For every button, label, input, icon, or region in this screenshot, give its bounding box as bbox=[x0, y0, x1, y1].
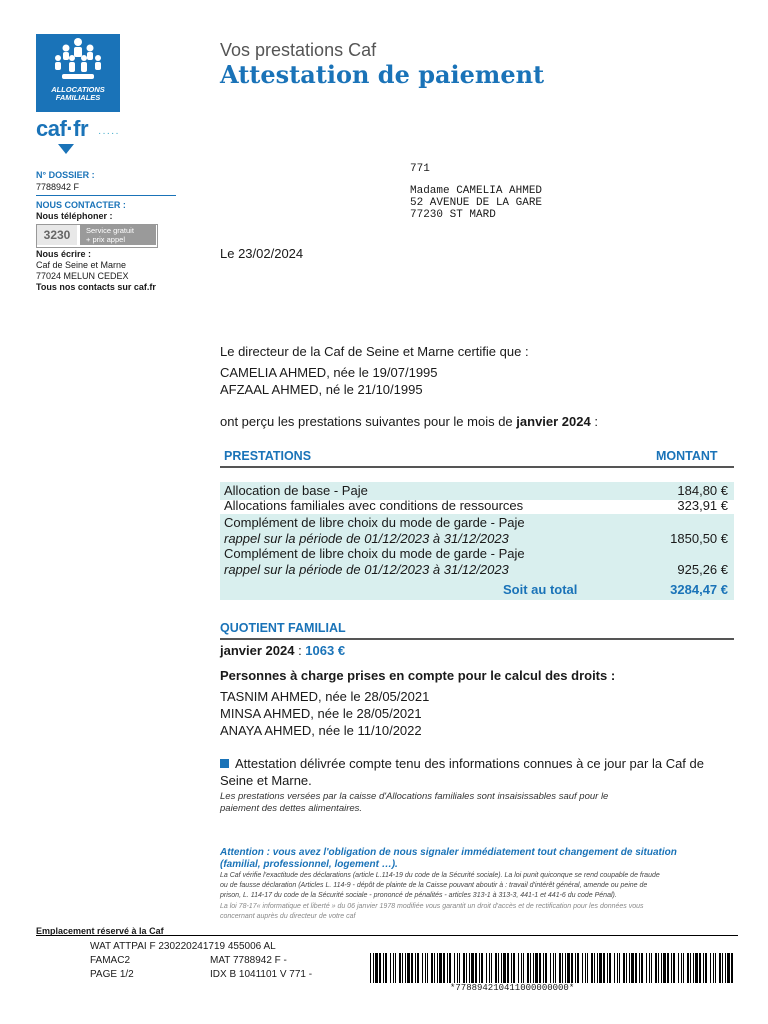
caf-fr-dots: ····· bbox=[98, 128, 120, 139]
barcode-bar bbox=[567, 953, 570, 983]
barcode-bar bbox=[385, 953, 387, 983]
barcode-bar bbox=[577, 953, 579, 983]
logo-caption-line2: FAMILIALES bbox=[55, 93, 101, 102]
barcode-bar bbox=[395, 953, 396, 983]
dossier-label: N° DOSSIER : bbox=[36, 170, 95, 180]
barcode-bar bbox=[639, 953, 640, 983]
column-prestations: PRESTATIONS bbox=[224, 449, 312, 463]
barcode-bar bbox=[415, 953, 416, 983]
barcode-bar bbox=[503, 953, 506, 983]
barcode-bar bbox=[513, 953, 515, 983]
barcode-bar bbox=[591, 953, 593, 983]
dependents-title: Personnes à charge prises en compte pour le calcul des droits : bbox=[220, 668, 616, 683]
received-prefix: ont perçu les prestations suivantes pour le mois de bbox=[220, 414, 517, 429]
column-montant: MONTANT bbox=[656, 449, 718, 463]
barcode-bar bbox=[439, 953, 442, 983]
barcode-bar bbox=[443, 953, 445, 983]
barcode-bar bbox=[609, 953, 611, 983]
barcode-bar bbox=[575, 953, 576, 983]
dependent-1: TASNIM AHMED, née le 28/05/2021 bbox=[220, 689, 430, 704]
barcode-bar bbox=[486, 953, 487, 983]
barcode-bar bbox=[582, 953, 583, 983]
barcode-bar bbox=[713, 953, 714, 983]
barcode-bar bbox=[658, 953, 659, 983]
barcode-bar bbox=[681, 953, 682, 983]
contacts-link[interactable]: Tous nos contacts sur caf.fr bbox=[36, 282, 156, 292]
legal-line3: prison, L. 114-17 du code de la Sécurité sociale - prononcé de pénalités - articles 313-1 à 313-3, 441-1 et 441-6 du code Pénal). bbox=[220, 892, 617, 899]
reserved-label: Emplacement réservé à la Caf bbox=[36, 926, 164, 936]
barcode-bar bbox=[667, 953, 669, 983]
barcode-bar bbox=[607, 953, 608, 983]
barcode-bar bbox=[495, 953, 497, 983]
barcode-bar bbox=[587, 953, 588, 983]
barcode-bar bbox=[655, 953, 657, 983]
barcode-bar bbox=[663, 953, 666, 983]
barcode-bar bbox=[507, 953, 509, 983]
barcode-bar bbox=[559, 953, 561, 983]
header-subtitle: Vos prestations Caf bbox=[220, 40, 377, 60]
received-statement bbox=[220, 414, 598, 429]
barcode-bar bbox=[585, 953, 586, 983]
barcode-bar bbox=[646, 953, 647, 983]
barcode-bar bbox=[695, 953, 698, 983]
square-bullet-icon bbox=[220, 759, 229, 768]
barcode-bar bbox=[623, 953, 625, 983]
caf-fr-logo: caf·fr bbox=[36, 116, 89, 141]
barcode-bar bbox=[631, 953, 634, 983]
barcode-bar bbox=[447, 953, 448, 983]
phone-label: Nous téléphoner : bbox=[36, 211, 113, 221]
attention-line1: Attention : vous avez l'obligation de nous signaler immédiatement tout changement de situation bbox=[220, 847, 677, 858]
family-figures-icon bbox=[36, 34, 120, 86]
row-label: Allocation de base - Paje bbox=[224, 483, 368, 498]
barcode-bar bbox=[673, 953, 675, 983]
barcode-bar bbox=[705, 953, 707, 983]
row-sub: rappel sur la période de 01/12/2023 à 31/12/2023 bbox=[224, 562, 509, 577]
row-amount: 323,91 € bbox=[677, 498, 728, 513]
barcode-bar bbox=[491, 953, 492, 983]
dependent-3: ANAYA AHMED, née le 11/10/2022 bbox=[220, 723, 422, 738]
barcode-bar bbox=[731, 953, 733, 983]
barcode-bar bbox=[539, 953, 541, 983]
table-row bbox=[220, 548, 734, 580]
barcode-bar bbox=[678, 953, 679, 983]
barcode-bar bbox=[617, 953, 618, 983]
barcode-bar bbox=[699, 953, 701, 983]
recipient-street: 52 AVENUE DE LA GARE bbox=[410, 197, 543, 209]
total-value: 3284,47 € bbox=[670, 582, 728, 597]
row-label: Complément de libre choix du mode de garde - Paje bbox=[224, 546, 525, 561]
barcode-bar bbox=[425, 953, 426, 983]
barcode-bar bbox=[599, 953, 602, 983]
total-label: Soit au total bbox=[503, 582, 578, 597]
dependent-2: MINSA AHMED, née le 28/05/2021 bbox=[220, 706, 422, 721]
barcode-bar bbox=[379, 953, 381, 983]
write-address-line1: Caf de Seine et Marne bbox=[36, 260, 127, 270]
barcode-bar bbox=[454, 953, 455, 983]
barcode-bar bbox=[550, 953, 551, 983]
barcode-bar bbox=[457, 953, 458, 983]
received-suffix: : bbox=[590, 414, 598, 429]
barcode-bar bbox=[390, 953, 391, 983]
barcode-bar bbox=[399, 953, 401, 983]
barcode-bar bbox=[434, 953, 435, 983]
barcode-bar bbox=[715, 953, 716, 983]
legal-line4: La loi 78-17« informatique et liberté » du 06 janvier 1978 modifiée vous garantit un droit d'accès et de rectification pour les données vous bbox=[220, 903, 644, 910]
barcode-bar bbox=[553, 953, 554, 983]
barcode-bar bbox=[671, 953, 672, 983]
barcode-bar bbox=[407, 953, 410, 983]
attestation-line1: Attestation délivrée compte tenu des informations connues à ce jour par la Caf de bbox=[235, 756, 704, 771]
quotient-title: QUOTIENT FAMILIAL bbox=[220, 621, 346, 635]
barcode-bar bbox=[565, 953, 566, 983]
barcode-bar bbox=[475, 953, 477, 983]
barcode-bar bbox=[629, 953, 630, 983]
barcode-bar bbox=[373, 953, 374, 983]
write-label: Nous écrire : bbox=[36, 249, 92, 259]
barcode-bar bbox=[710, 953, 711, 983]
barcode-bar bbox=[459, 953, 460, 983]
barcode-bar bbox=[481, 953, 483, 983]
barcode-bar bbox=[383, 953, 384, 983]
barcode-bar bbox=[651, 953, 652, 983]
barcode-bar bbox=[501, 953, 502, 983]
barcode-bar bbox=[489, 953, 490, 983]
barcode-bar bbox=[471, 953, 474, 983]
contact-label: NOUS CONTACTER : bbox=[36, 200, 126, 210]
insaisissable-line1: Les prestations versées par la caisse d'Allocations familiales sont insaisissables sauf pour le bbox=[220, 791, 609, 802]
barcode-bar bbox=[619, 953, 620, 983]
quotient-separator: : bbox=[294, 643, 306, 658]
footer-line1: WAT ATTPAI F 230220241719 455006 AL bbox=[90, 941, 276, 952]
barcode-bar bbox=[690, 953, 691, 983]
barcode-bar bbox=[603, 953, 605, 983]
dossier-number: 7788942 F bbox=[36, 182, 80, 192]
quotient-rule bbox=[220, 638, 734, 640]
barcode-bar bbox=[463, 953, 465, 983]
footer-line3-right: IDX B 1041101 V 771 - bbox=[210, 969, 313, 980]
barcode-bar bbox=[479, 953, 480, 983]
legal-line5: concernant auprès du directeur de votre caf bbox=[220, 913, 356, 920]
barcode-bar bbox=[535, 953, 538, 983]
page-title: Attestation de paiement bbox=[220, 60, 545, 89]
recipient-name: Madame CAMELIA AHMED bbox=[410, 185, 543, 197]
quotient-value: 1063 € bbox=[305, 643, 346, 658]
barcode-bar bbox=[555, 953, 556, 983]
beneficiary-1: CAMELIA AHMED, née le 19/07/1995 bbox=[220, 365, 438, 380]
barcode-bar bbox=[402, 953, 403, 983]
table-row bbox=[220, 514, 734, 548]
barcode-bar bbox=[649, 953, 650, 983]
barcode-bar bbox=[571, 953, 573, 983]
barcode-bar bbox=[498, 953, 499, 983]
barcode-bar bbox=[683, 953, 684, 983]
row-label: Allocations familiales avec conditions de ressources bbox=[224, 498, 524, 513]
attention-line2: (familial, professionnel, logement …). bbox=[220, 859, 398, 870]
barcode-bar bbox=[545, 953, 547, 983]
barcode-bar bbox=[626, 953, 627, 983]
barcode-bar bbox=[597, 953, 598, 983]
phone-tag-line2: + prix appel bbox=[86, 235, 125, 244]
barcode-bar bbox=[530, 953, 531, 983]
beneficiary-2: AFZAAL AHMED, né le 21/10/1995 bbox=[220, 382, 423, 397]
phone-number[interactable]: 3230 bbox=[37, 225, 77, 245]
write-address-line2: 77024 MELUN CEDEX bbox=[36, 271, 129, 281]
quotient-line bbox=[220, 643, 345, 658]
legal-line1: La Caf vérifie l'exactitude des déclarations (article L.114-19 du code de la Sécurité sociale). La loi punit quiconque se rend coupable de fraude bbox=[220, 872, 660, 879]
logo-notch bbox=[58, 144, 74, 154]
barcode-bar bbox=[393, 953, 394, 983]
row-sub: rappel sur la période de 01/12/2023 à 31/12/2023 bbox=[224, 531, 509, 546]
barcode-bar bbox=[375, 953, 378, 983]
barcode-text: *778894210411000000000* bbox=[450, 983, 575, 993]
table-total-row bbox=[220, 580, 734, 600]
phone-tag-line1: Service gratuit bbox=[86, 226, 134, 235]
barcode-bar bbox=[411, 953, 413, 983]
barcode-bar bbox=[727, 953, 730, 983]
barcode-bar bbox=[437, 953, 438, 983]
barcode-bar bbox=[431, 953, 433, 983]
row-amount: 1850,50 € bbox=[670, 531, 728, 546]
barcode-bar bbox=[422, 953, 423, 983]
barcode-bar bbox=[543, 953, 544, 983]
barcode-bar bbox=[719, 953, 721, 983]
table-row bbox=[220, 498, 734, 514]
quotient-month: janvier 2024 bbox=[220, 643, 295, 658]
attestation-line2: Seine et Marne. bbox=[220, 773, 312, 788]
barcode-bar bbox=[533, 953, 534, 983]
barcode-bar bbox=[469, 953, 470, 983]
row-label: Complément de libre choix du mode de garde - Paje bbox=[224, 515, 525, 530]
row-amount: 184,80 € bbox=[677, 483, 728, 498]
footer-line3-left: PAGE 1/2 bbox=[90, 969, 134, 980]
barcode-bar bbox=[614, 953, 615, 983]
barcode-bar bbox=[527, 953, 529, 983]
footer-line2-left: FAMAC2 bbox=[90, 955, 131, 966]
barcode-bar bbox=[725, 953, 726, 983]
table-header-rule bbox=[220, 466, 734, 468]
recipient-city: 77230 ST MARD bbox=[410, 209, 496, 221]
barcode-bar bbox=[518, 953, 519, 983]
row-amount: 925,26 € bbox=[677, 562, 728, 577]
insaisissable-line2: paiement des dettes alimentaires. bbox=[220, 803, 363, 814]
barcode-bar bbox=[405, 953, 406, 983]
logo-caption-line1: ALLOCATIONS bbox=[51, 85, 105, 94]
barcode-bar bbox=[449, 953, 451, 983]
logo-caption bbox=[36, 86, 120, 102]
barcode-bar bbox=[661, 953, 662, 983]
legal-line2: ou de fausse déclaration (Articles L. 114-9 - dépôt de plainte de la Caisse pouvant aboutir à : travail d'intérêt général, amende ou peine de bbox=[220, 882, 648, 889]
barcode-bar bbox=[523, 953, 524, 983]
barcode-bar bbox=[635, 953, 637, 983]
sidebar-divider bbox=[36, 195, 176, 196]
footer-line2-right: MAT 7788942 F - bbox=[210, 955, 287, 966]
barcode-bar bbox=[594, 953, 595, 983]
received-month: janvier 2024 bbox=[516, 414, 591, 429]
barcode bbox=[370, 953, 736, 983]
barcode-bar bbox=[687, 953, 689, 983]
barcode-bar bbox=[722, 953, 723, 983]
barcode-bar bbox=[521, 953, 522, 983]
barcode-bar bbox=[703, 953, 704, 983]
phone-tag bbox=[80, 225, 156, 245]
barcode-bar bbox=[427, 953, 428, 983]
recipient-code: 771 bbox=[410, 163, 430, 175]
letter-date: Le 23/02/2024 bbox=[220, 246, 304, 261]
barcode-bar bbox=[417, 953, 419, 983]
barcode-bar bbox=[511, 953, 512, 983]
certify-statement: Le directeur de la Caf de Seine et Marne certifie que : bbox=[220, 344, 529, 359]
barcode-bar bbox=[562, 953, 563, 983]
barcode-bar bbox=[693, 953, 694, 983]
barcode-bar bbox=[466, 953, 467, 983]
barcode-bar bbox=[370, 953, 371, 983]
barcode-bar bbox=[641, 953, 643, 983]
